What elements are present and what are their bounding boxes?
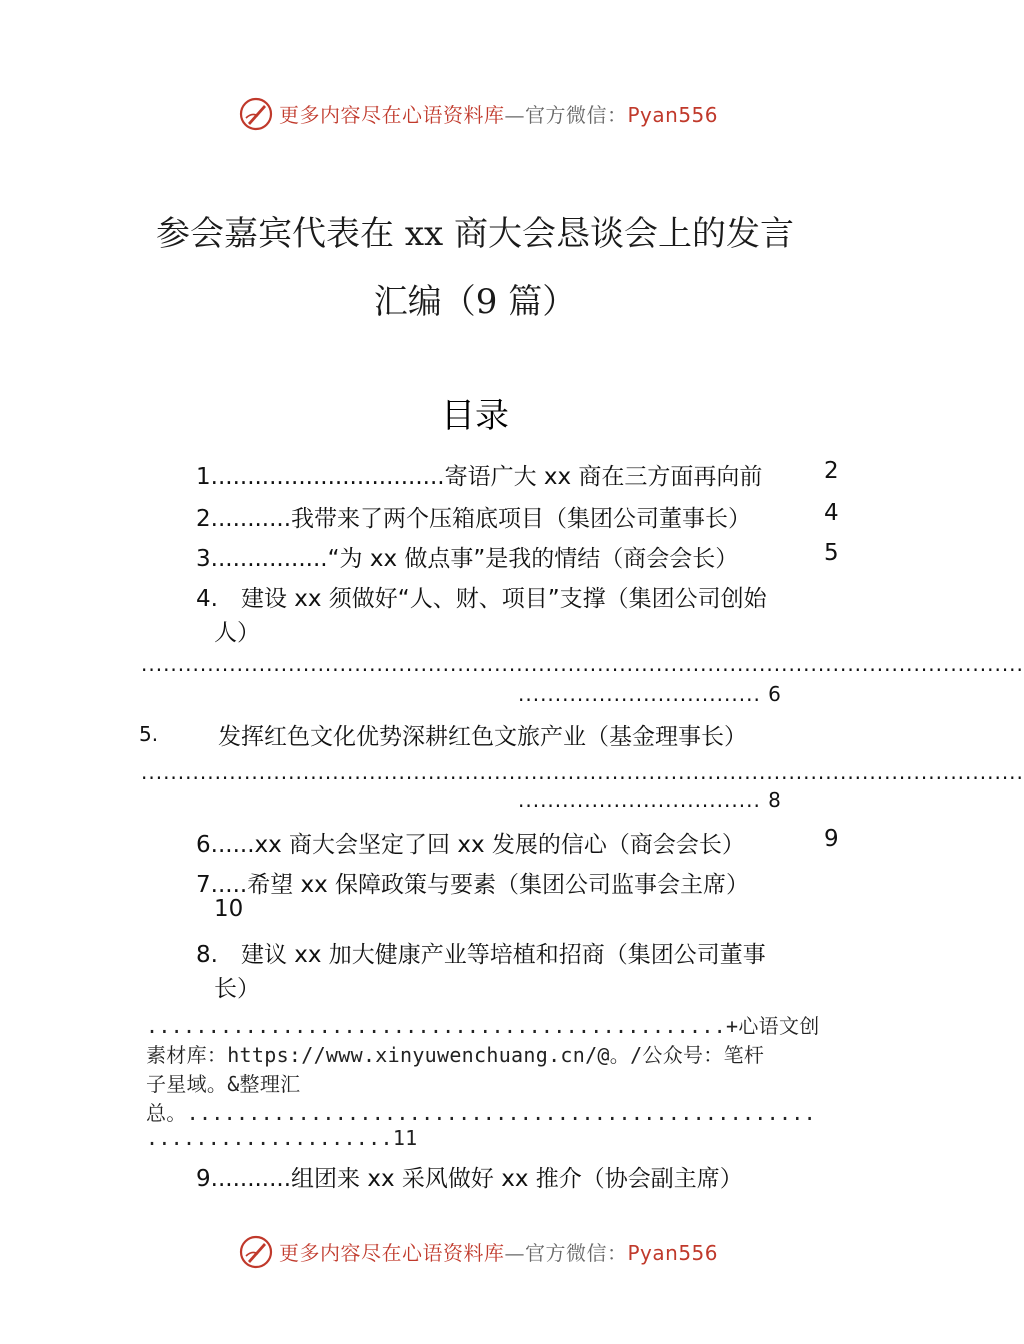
toc-entry-5: 发挥红色文化优势深耕红色文旅产业（基金理事长） (218, 724, 747, 750)
toc-entry-7-line2: 10 (214, 896, 244, 922)
toc-mono-line5: ....................11 (146, 1126, 418, 1150)
quill-logo-icon (238, 96, 274, 132)
document-title-line2: 汇编（9 篇） (373, 282, 577, 322)
toc-entry-3-page: 5 (824, 540, 839, 566)
header-banner (0, 96, 950, 136)
toc-mono-line4: 总。................................................... (146, 1101, 816, 1125)
toc-entry-2-page: 4 (824, 500, 839, 526)
toc-entry-5-page: ................................. 8 (518, 788, 782, 812)
header-promo: 更多内容尽在心语资料库 (279, 103, 505, 127)
toc-entry-8-line2: 长） (214, 976, 260, 1002)
toc-entry-6-page: 9 (824, 826, 839, 852)
header-wechat: —官方微信： (504, 103, 628, 127)
footer-banner (0, 1234, 950, 1274)
quill-logo-icon (238, 1234, 274, 1270)
toc-mono-line1: ...............................................+心语文创 (146, 1014, 820, 1038)
toc-entry-1-page: 2 (824, 458, 839, 484)
footer-text (279, 1237, 718, 1266)
footer-wechat: —官方微信： (504, 1241, 628, 1265)
toc-entry-2: 2...........我带来了两个压箱底项目（集团公司董事长） (196, 506, 752, 532)
toc-heading: 目录 (441, 396, 509, 436)
toc-entry-9: 9...........组团来 xx 采风做好 xx 推介（协会副主席） (196, 1166, 743, 1192)
toc-entry-5-num: 5. (139, 722, 159, 746)
document-title-line1: 参会嘉宾代表在 xx 商大会恳谈会上的发言 (156, 214, 794, 254)
toc-entry-8-line1: 8. 建议 xx 加大健康产业等培植和招商（集团公司董事 (196, 942, 766, 968)
toc-entry-7-line1: 7.....希望 xx 保障政策与要素（集团公司监事会主席） (196, 872, 750, 898)
toc-entry-6: 6......xx 商大会坚定了回 xx 发展的信心（商会会长） (196, 832, 745, 858)
footer-promo: 更多内容尽在心语资料库 (279, 1241, 505, 1265)
footer-id: Pyan556 (627, 1241, 719, 1265)
toc-mono-line3: 子星域。&整理汇 (146, 1072, 301, 1096)
toc-entry-4-dots: ........................................................................................................................ (141, 652, 1024, 676)
toc-entry-4-line2: 人） (214, 620, 260, 646)
header-text (279, 99, 718, 128)
header-id: Pyan556 (627, 103, 719, 127)
toc-mono-line2: 素材库：https://www.xinyuwenchuang.cn/@。/公众号：笔杆 (146, 1043, 765, 1067)
toc-entry-1: 1................................寄语广大 xx 商在三方面再向前 (196, 464, 763, 490)
toc-entry-5-dots: ........................................................................................................................ (141, 760, 1024, 784)
toc-entry-4-line1: 4. 建设 xx 须做好“人、财、项目”支撑（集团公司创始 (196, 586, 767, 612)
toc-entry-3: 3................“为 xx 做点事”是我的情结（商会会长） (196, 546, 739, 572)
toc-entry-4-page: ................................. 6 (518, 682, 782, 706)
